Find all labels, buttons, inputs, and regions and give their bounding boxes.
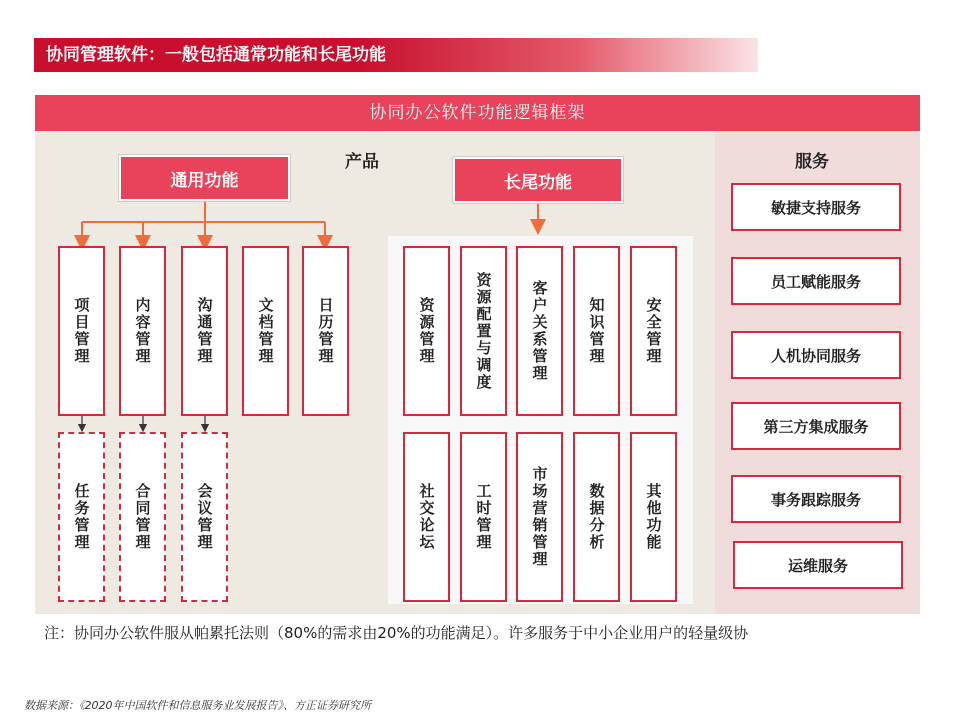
general-item bbox=[58, 246, 105, 416]
general-sub-item bbox=[58, 432, 105, 602]
longtail-item bbox=[403, 432, 450, 602]
longtail-item-label: 数据分析 bbox=[587, 483, 606, 551]
longtail-item bbox=[460, 246, 507, 416]
service-item-label: 运维服务 bbox=[787, 556, 848, 575]
longtail-item-label: 工时管理 bbox=[474, 483, 493, 551]
framework-title: 协同办公软件功能逻辑框架 bbox=[369, 103, 586, 123]
general-item-label: 沟通管理 bbox=[195, 297, 214, 365]
general-connectors bbox=[82, 201, 538, 243]
sub-connectors bbox=[82, 416, 205, 428]
longtail-item-label: 资源管理 bbox=[417, 297, 436, 365]
general-item-label: 项目管理 bbox=[72, 297, 91, 365]
longtail-item bbox=[403, 246, 450, 416]
general-item bbox=[302, 246, 349, 416]
longtail-item bbox=[460, 432, 507, 602]
product-label: 产品 bbox=[345, 152, 379, 172]
longtail-item bbox=[630, 432, 677, 602]
service-item-label: 敏捷支持服务 bbox=[770, 198, 861, 217]
longtail-item-label: 安全管理 bbox=[644, 297, 663, 365]
service-item-label: 人机协同服务 bbox=[770, 346, 861, 365]
longtail-item-label: 市场营销管理 bbox=[530, 466, 549, 568]
service-item bbox=[731, 183, 901, 231]
general-item-label: 日历管理 bbox=[316, 297, 335, 365]
general-function-label: 通用功能 bbox=[170, 170, 239, 191]
longtail-item-label: 客户关系管理 bbox=[530, 280, 549, 382]
general-sub-item bbox=[181, 432, 228, 602]
service-item bbox=[731, 402, 901, 450]
service-item-label: 员工赋能服务 bbox=[770, 272, 861, 291]
longtail-item-label: 知识管理 bbox=[587, 297, 606, 365]
longtail-item bbox=[516, 432, 563, 602]
service-item bbox=[731, 475, 901, 523]
longtail-item-label: 其他功能 bbox=[644, 483, 663, 551]
longtail-item bbox=[573, 432, 620, 602]
footnote: 注：协同办公软件服从帕累托法则（80%的需求由20%的功能满足）。许多服务于中小企业用户的轻量级协 bbox=[44, 624, 749, 642]
general-item bbox=[119, 246, 166, 416]
service-item bbox=[731, 331, 901, 379]
service-label: 服务 bbox=[795, 152, 829, 172]
longtail-item bbox=[630, 246, 677, 416]
general-item bbox=[242, 246, 289, 416]
page-title: 协同管理软件：一般包括通常功能和长尾功能 bbox=[46, 45, 386, 65]
service-item-label: 事务跟踪服务 bbox=[770, 490, 861, 509]
service-item-label: 第三方集成服务 bbox=[763, 417, 869, 436]
service-item bbox=[733, 541, 903, 589]
general-sub-item bbox=[119, 432, 166, 602]
general-item-label: 文档管理 bbox=[256, 297, 275, 365]
general-sub-item-label: 任务管理 bbox=[72, 483, 91, 551]
general-item-label: 内容管理 bbox=[133, 297, 152, 365]
service-item bbox=[731, 257, 901, 305]
longtail-item bbox=[516, 246, 563, 416]
longtail-item bbox=[573, 246, 620, 416]
general-sub-item-label: 合同管理 bbox=[133, 483, 152, 551]
longtail-item-label: 资源配置与调度 bbox=[474, 271, 493, 391]
general-sub-item-label: 会议管理 bbox=[195, 483, 214, 551]
longtail-item-label: 社交论坛 bbox=[417, 483, 436, 551]
general-item bbox=[181, 246, 228, 416]
data-source: 数据来源：《2020年中国软件和信息服务业发展报告》、方正证券研究所 bbox=[24, 699, 371, 712]
longtail-function-label: 长尾功能 bbox=[504, 172, 572, 193]
longtail-function-header bbox=[453, 157, 623, 203]
general-function-header bbox=[119, 155, 290, 201]
